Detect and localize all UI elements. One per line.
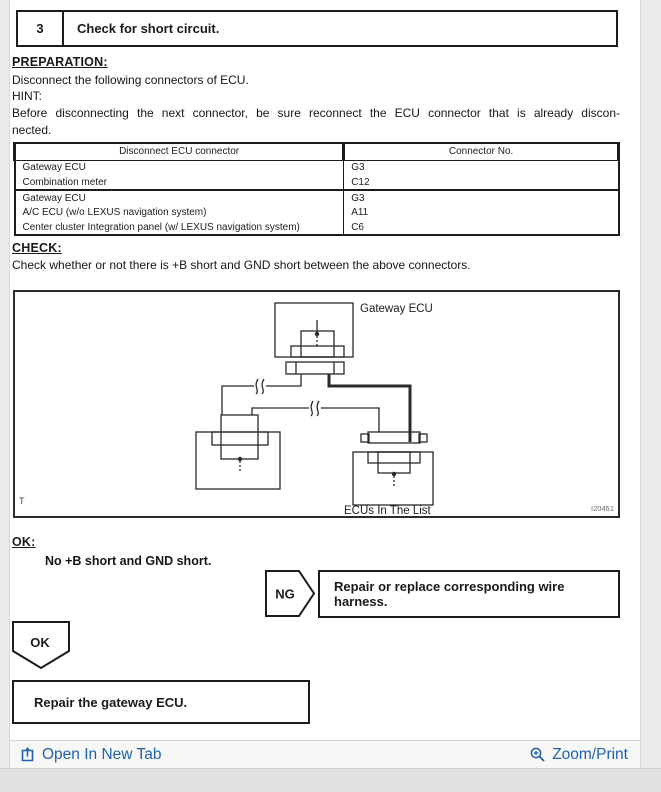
hint-line-1: Before disconnecting the next connector, be sure reconnect the ECU connector that is already discon- [12, 106, 620, 120]
hint-paragraph [12, 105, 620, 139]
table-header-connector: Disconnect ECU connector [15, 143, 344, 160]
right-ecu-connector-shallow [368, 452, 420, 463]
left-ecu-terminal-dot [238, 457, 242, 461]
right-ecu-box [353, 452, 433, 505]
table-cell: Center cluster Integration panel (w/ LEXUS navigation system) [22, 221, 300, 233]
table-cell: A/C ECU (w/o LEXUS navigation system) [22, 207, 207, 218]
preparation-body: Disconnect the following connectors of ECU. [12, 73, 249, 87]
page-left-margin [0, 0, 10, 768]
ok-label: OK [30, 635, 50, 650]
page-bottom-strip [0, 768, 661, 792]
table-cell: C6 [344, 220, 619, 235]
ng-label: NG [275, 586, 295, 602]
ok-heading: OK: [12, 535, 36, 549]
viewer-footer [10, 740, 640, 768]
wire-break-left [254, 379, 266, 394]
table-cell: Combination meter [22, 176, 107, 188]
zoom-print-link[interactable] [529, 746, 628, 764]
step-number: 3 [18, 12, 64, 45]
ok-result-text: No +B short and GND short. [45, 554, 212, 568]
table-row [15, 190, 619, 205]
connector-table [13, 142, 620, 236]
table-group-1 [15, 160, 619, 190]
ng-pentagon [265, 570, 317, 618]
preparation-heading: PREPARATION: [12, 55, 108, 69]
table-row [15, 160, 619, 175]
wire-break-middle [309, 401, 321, 416]
open-in-new-tab-link[interactable] [20, 746, 161, 764]
check-body: Check whether or not there is +B short and GND short between the above connectors. [12, 258, 471, 272]
table-row [15, 220, 619, 235]
gateway-terminal-dot [315, 332, 319, 336]
hint-label: HINT: [12, 89, 42, 103]
final-action-box: Repair the gateway ECU. [12, 680, 310, 724]
table-group-2 [15, 190, 619, 235]
table-cell: G3 [344, 190, 619, 205]
table-cell: Gateway ECU [22, 162, 86, 174]
right-harness-connector [368, 432, 420, 443]
open-in-new-tab-icon [20, 747, 36, 763]
table-row [15, 205, 619, 220]
diagram-label-ecus: ECUs In The List [344, 505, 431, 517]
step-header-box [16, 10, 618, 47]
table-cell: Gateway ECU [15, 190, 344, 205]
hint-line-2: nected. [12, 123, 52, 137]
check-heading: CHECK: [12, 241, 62, 255]
ok-pentagon [12, 621, 72, 670]
table-header-connector-no: Connector No. [344, 143, 619, 160]
gateway-ecu-box [275, 303, 353, 357]
gateway-connector-shallow [291, 346, 344, 357]
diagram-figure-code: I20451 [591, 504, 614, 513]
wiring-diagram [13, 290, 620, 518]
gateway-harness-connector [286, 362, 344, 374]
wiring-diagram-svg [13, 290, 620, 518]
right-ecu-terminal-dot [392, 472, 396, 476]
diagram-corner-mark: T [19, 496, 25, 506]
diagram-label-gateway: Gateway ECU [360, 303, 433, 315]
zoom-print-icon [529, 746, 546, 763]
open-in-new-tab-label: Open In New Tab [42, 745, 162, 763]
table-cell: A11 [344, 205, 619, 220]
zoom-print-label: Zoom/Print [552, 745, 628, 763]
step-title: Check for short circuit. [77, 21, 220, 36]
table-cell: G3 [344, 160, 619, 175]
connector-table-head [15, 143, 619, 160]
page-right-margin [640, 0, 661, 768]
ng-action-box: Repair or replace corresponding wire harness. [318, 570, 620, 618]
table-row [15, 175, 619, 190]
left-ecu-connector [221, 415, 258, 459]
table-cell: C12 [344, 175, 619, 190]
